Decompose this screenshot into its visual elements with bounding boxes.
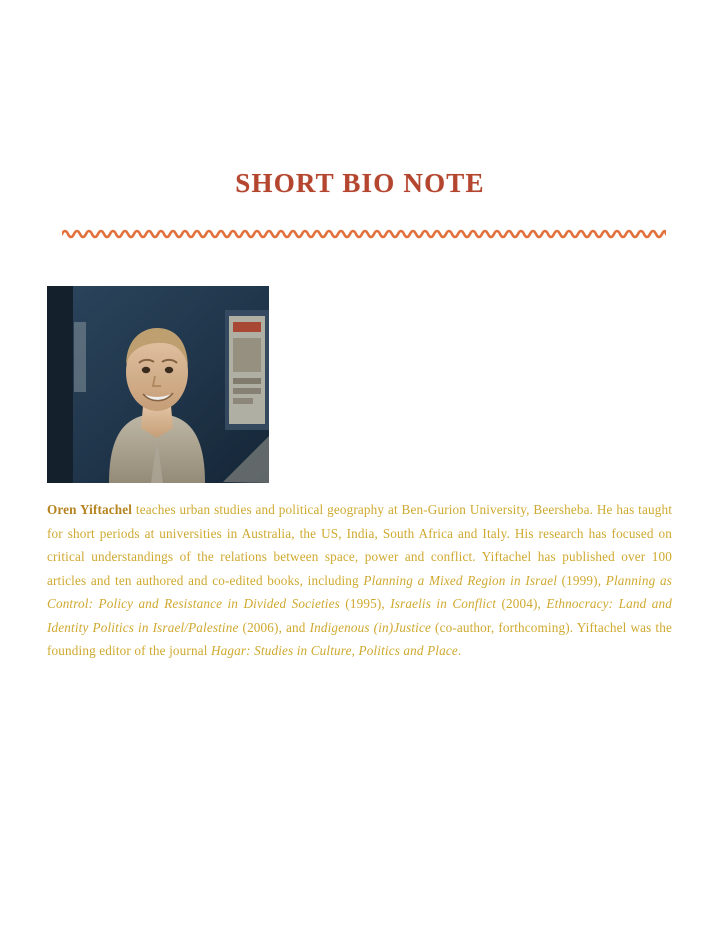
bio-title-italic: Indigenous (in)Justice	[309, 619, 431, 635]
bio-run: .	[457, 643, 462, 658]
person-name: Oren Yiftachel	[47, 502, 133, 517]
bio-title-italic: Ethnocracy: Land and Identity Politics in Israel/Palestine	[47, 596, 672, 635]
bio-paragraph	[47, 498, 672, 663]
page-title: SHORT BIO NOTE	[235, 168, 485, 198]
bio-run: (2004),	[496, 596, 547, 611]
bio-run: (1995),	[339, 596, 391, 611]
wavy-rule-icon	[62, 226, 666, 240]
bio-run: teaches urban studies and political geography at Ben-Gurion University, Beersheba. He has taught for short periods at universities in Australia, the US, India, South Africa and Italy. His research has focused on critical understandings of the relations between space, power and conflict. Yiftachel has published over 100 articles and ten authored and co-edited books, including	[47, 502, 673, 588]
bio-run: (1999),	[557, 572, 606, 588]
bio-title-italic: Planning a Mixed Region in Israel	[363, 572, 558, 588]
bio-title-italic: Hagar: Studies in Culture, Politics and Place	[210, 643, 458, 658]
bio-run: (co-author, forthcoming). Yiftachel was the founding editor of the journal	[47, 619, 672, 658]
portrait-photo	[47, 286, 269, 483]
bio-text	[47, 502, 672, 658]
bio-title-italic: Israelis in Conflict	[390, 596, 497, 611]
bio-title-italic: Planning as Control: Policy and Resistance in Divided Societies	[47, 572, 672, 611]
bio-run: (2006), and	[238, 619, 310, 635]
